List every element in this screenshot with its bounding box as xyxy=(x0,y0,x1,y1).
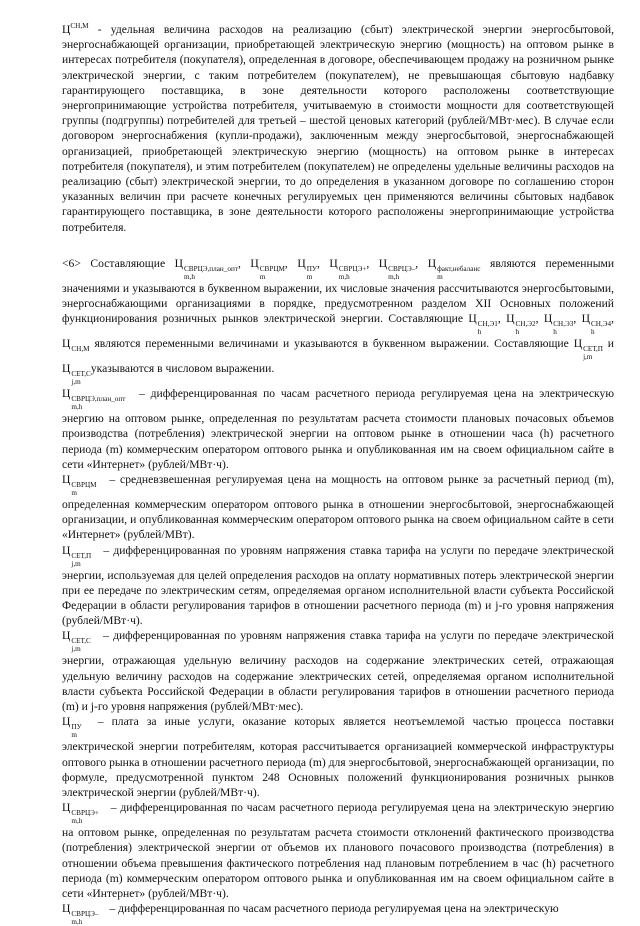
symbol-syms1-3 xyxy=(329,256,367,281)
definition-symbol xyxy=(62,473,97,498)
symbol-sub: j,m xyxy=(71,559,81,568)
note-and: и xyxy=(602,337,614,351)
symbol-sub: j,m xyxy=(583,353,593,362)
definition-symbol xyxy=(62,902,99,926)
symbol-syms1-4 xyxy=(378,256,416,281)
symbol-base: Ц xyxy=(543,312,553,326)
symbol-syms2-3 xyxy=(581,312,612,337)
symbol-base: Ц xyxy=(468,312,477,326)
symbol-sup: СЕТ,П xyxy=(71,551,92,560)
symbol-base: Ц xyxy=(573,337,583,351)
symbol-sub: m xyxy=(259,272,266,281)
symbol-sup: СЕТ,С xyxy=(71,370,91,379)
symbol-syms2-2 xyxy=(543,312,574,337)
symbol-sub: m,h xyxy=(183,272,195,281)
symbol-sup: СВРЦЭ+ xyxy=(338,264,367,273)
symbol-sub: m xyxy=(71,731,77,740)
note-text-2: являются переменными величинами и указываются в буквенном выражении. Составляющие xyxy=(89,337,574,351)
symbol-sup: СН,М xyxy=(71,345,90,354)
definition-text: – дифференцированная по уровням напряжения ставка тарифа на услуги по передаче электрической энергии, используемая для целей определения расходов на оплату нормативных потерь электрической энергии при ее передаче по электрическим сетям, определяемая органом исполнительной власти субъекта Российской Федерации в области регулирования тарифов в отношении расчетного периода (m) и j-го уровня напряжения (рублей/МВт·ч). xyxy=(62,543,615,628)
symbol-base: Ц xyxy=(378,256,388,270)
definition-item xyxy=(62,800,614,901)
symbol-sub: m xyxy=(437,272,443,281)
symbol-sub: m,h xyxy=(71,817,83,826)
symbol-base: Ц xyxy=(297,256,306,270)
symbol-base: Ц xyxy=(62,543,71,557)
symbol-base: Ц xyxy=(506,312,515,326)
symbol-syms1-5 xyxy=(427,256,481,281)
symbol-sub: m,h xyxy=(71,918,83,926)
note-symbols-group-1: Ц СВРЦЭ,план_опт m,h , Ц СВРЦМ m , Ц ПУ m , Ц СВРЦЭ+ m,h , Ц СВРЦЭ– m,h , Ц факт,небаланс m xyxy=(174,256,481,281)
symbol-sup: СН,Э1 xyxy=(477,320,498,329)
symbol-c-set-p xyxy=(573,337,603,362)
symbol-base: Ц xyxy=(62,473,71,487)
symbol-syms2-4 xyxy=(62,337,90,354)
note-text-1: являются переменными значениями и указываются в буквенном выражении, их числовые значения рассчитываются энергосбытовыми, энергоснабжающими организациями в порядке, предусмотренном разделом XII Основных положений функционирования розничных рынков электрической энергии. Составляющие xyxy=(62,256,615,326)
symbol-syms1-0 xyxy=(174,256,238,281)
definition-symbol xyxy=(62,629,91,654)
symbol-sup: СВРЦМ xyxy=(259,264,285,273)
paragraph-cnm xyxy=(62,22,614,235)
symbol-sup: СЕТ,С xyxy=(71,637,91,646)
note-6 xyxy=(62,256,614,386)
symbol-sup: СН,М xyxy=(70,22,89,31)
symbol-sub: m xyxy=(71,489,77,498)
definition-text: – дифференцированная по часам расчетного периода регулируемая цена на электрическую энергию на оптовом рынке, определенная по результатам расчета стоимости отклонений фактического производства (потребления) электрической энергии от объемов их планового почасового производства (потребления) в отношении объема превышения фактического потребления над плановым потреблением в час (h) расчетного периода (m) коммерческим оператором оптового рынка и опубликованная им на своем официальном сайте в сети «Интернет» (рублей/МВт·ч). xyxy=(62,801,614,900)
symbol-sup: СВРЦЭ,план_опт xyxy=(183,264,238,273)
note-lead: <6> Составляющие xyxy=(62,256,175,270)
symbol-sup: ПУ xyxy=(306,264,317,273)
definition-text: – плата за иные услуги, оказание которых является неотъемлемой частью процесса поставки электрической энергии потребителям, которая рассчитывается организацией коммерческой инфраструктуры оптового рынка в отношении расчетного периода (m) для энергосбытовой, энергоснабжающей организации, по формуле, предусмотренной пунктом 248 Основных положений функционирования розничных рынков электрической энергии (рублей/МВт·ч). xyxy=(62,715,615,799)
symbol-base: Ц xyxy=(329,256,338,270)
symbol-sup: СВРЦЭ,план_опт xyxy=(71,395,126,404)
definition-item xyxy=(62,543,614,629)
symbol-sub: m,h xyxy=(338,272,350,281)
symbol-base: Ц xyxy=(62,23,71,36)
definition-symbol xyxy=(62,387,126,412)
symbol-sup: СВРЦМ xyxy=(71,481,97,490)
symbol-base: Ц xyxy=(62,715,71,729)
symbol-syms1-1 xyxy=(250,256,285,281)
definition-item xyxy=(62,472,614,543)
symbol-base: Ц xyxy=(62,387,71,401)
definition-symbol xyxy=(62,715,82,740)
symbol-sub: j,m xyxy=(71,378,81,387)
note-text-3: указываются в числовом выражении. xyxy=(90,362,275,376)
symbol-sub: m,h xyxy=(71,403,83,412)
symbol-sub: h xyxy=(591,328,595,337)
symbol-base: Ц xyxy=(62,629,71,643)
symbol-sup: факт,небаланс xyxy=(437,264,481,273)
definition-item xyxy=(62,386,614,472)
symbol-base: Ц xyxy=(427,256,437,270)
symbol-base: Ц xyxy=(250,256,259,270)
symbol-sub: h xyxy=(515,328,520,337)
paragraph-text: - удельная величина расходов на реализацию (сбыт) электрической энергии энергосбытовой, энергоснабжающей организации, приобретающей электрическую энергию (мощность) на оптовом рынке в интересах потребителя (покупателя), определенная в договоре, обеспечивающем продажу на розничном рынке электрической энергии, с таким потребителем (покупателем), не превышающая сбытовую надбавку гарантирующего поставщика, в зоне деятельности которого расположены соответствующие энергопринимающие устройства потребителя, учитываемую в стоимости мощности для соответствующей группы (подгруппы) потребителей для третьей – шестой ценовых категорий (рублей/МВт·мес). В случае если договором энергоснабжения (купли-продажи), заключенным между энергосбытовой, энергоснабжающей организацией, приобретающей электрическую энергию (мощность) на оптовом рынке в интересах потребителя (покупателя), и этим потребителем (покупателем) не определены удельные величины расходов на реализацию (сбыт) электрической энергии, то до определения в указанном договоре по соглашению сторон указанных величин при расчете конечных регулируемых цен применяются величины сбытовых надбавок гарантирующего поставщика, в зоне деятельности которого расположены энергопринимающие устройства потребителя. xyxy=(62,23,614,234)
symbol-base: Ц xyxy=(174,256,183,270)
symbol-sup: СН,Э4 xyxy=(591,320,612,329)
symbol-sup: СВРЦЭ+ xyxy=(71,809,99,818)
definition-text: – дифференцированная по часам расчетного периода регулируемая цена на электрическую xyxy=(109,902,559,916)
symbol-syms2-1 xyxy=(506,312,536,337)
definition-symbol xyxy=(62,543,92,568)
symbol-sub: j,m xyxy=(71,645,81,654)
spacer xyxy=(62,235,614,256)
symbol-sup: СН,Э3 xyxy=(553,320,574,329)
symbol-sub: m xyxy=(306,272,313,281)
symbol-sub: h xyxy=(477,328,482,337)
document-page xyxy=(62,22,614,926)
definition-text: – дифференцированная по уровням напряжения ставка тарифа на услуги по передаче электрической энергии, отражающая удельную величину расходов на содержание электрических сетей, отражающая удельную величину расходов на содержание электрических сетей, определяемая органом исполнительной власти субъекта Российской Федерации в области регулирования тарифов в отношении расчетного периода (m) и j-го уровня напряжения (рублей/МВт·мес). xyxy=(62,629,615,714)
symbol-sub: m,h xyxy=(388,272,400,281)
definition-item xyxy=(62,628,614,714)
symbol-syms1-2 xyxy=(297,256,317,281)
symbol-sub: h xyxy=(553,328,557,337)
symbol-base: Ц xyxy=(62,801,71,815)
definition-item xyxy=(62,714,614,800)
symbol-base: Ц xyxy=(62,902,71,916)
definition-text: – средневзвешенная регулируемая цена на мощность на оптовом рынке за расчетный период (m), определенная коммерческим оператором оптового рынка в отношении энергосбытовой, энергоснабжающей организации, и опубликованная коммерческим оператором оптового рынка на своем официальном сайте в сети «Интернет» (рублей/МВт). xyxy=(62,473,615,542)
symbol-base: Ц xyxy=(581,312,590,326)
symbol-base: Ц xyxy=(62,362,71,376)
definition-symbol xyxy=(62,801,99,826)
symbol-c-set-s xyxy=(62,362,91,387)
definition-text: – дифференцированная по часам расчетного периода регулируемая цена на электрическую энергию на оптовом рынке, определенная по результатам расчета стоимости плановых почасовых объемов производства (потребления) электрической энергии на оптовом рынке в отношении часа (h) расчетного периода (m) коммерческим оператором оптового рынка и опубликованная им на своем официальном сайте в сети «Интернет» (рублей/МВт·ч). xyxy=(62,387,614,471)
definitions-list xyxy=(62,386,614,926)
symbol-sup: ПУ xyxy=(71,723,82,732)
symbol-sup: СВРЦЭ– xyxy=(71,910,99,919)
note-symbols-group-2: Ц СН,Э1 h , Ц СН,Э2 h , Ц СН,Э3 h , Ц СН,Э4 h , Ц СН,М xyxy=(62,312,615,354)
symbol-c-sn-m xyxy=(62,23,98,36)
symbol-sup: СЕТ,П xyxy=(583,345,603,354)
symbol-sup: СН,Э2 xyxy=(515,320,536,329)
symbol-syms2-0 xyxy=(468,312,498,337)
symbol-sup: СВРЦЭ– xyxy=(388,264,416,273)
symbol-base: Ц xyxy=(62,337,71,351)
